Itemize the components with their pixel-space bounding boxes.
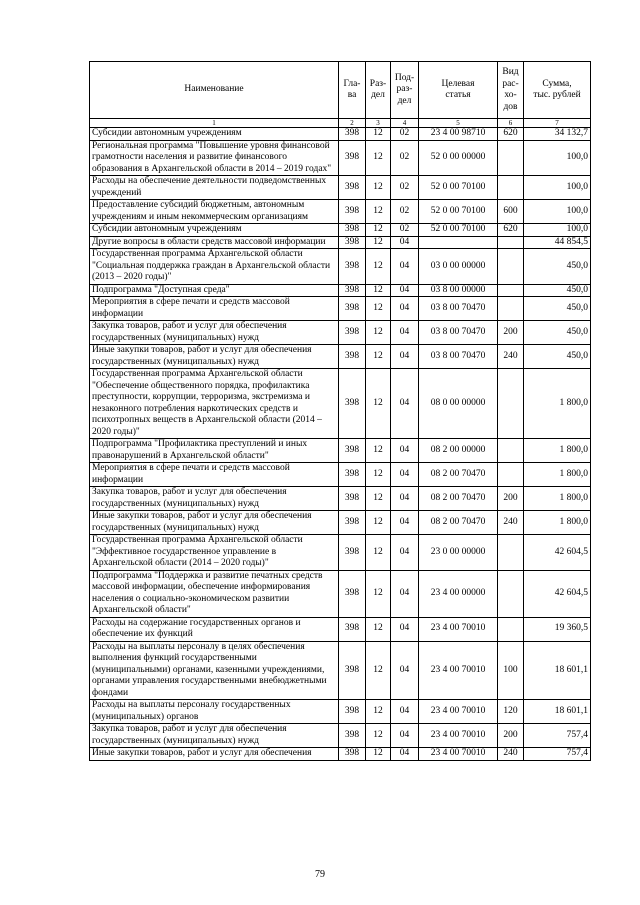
cell-expense-type <box>498 297 524 321</box>
cell-amount: 1 800,0 <box>524 369 591 439</box>
budget-table <box>89 61 591 761</box>
cell-chapter: 398 <box>339 511 366 535</box>
cell-section: 12 <box>366 321 391 345</box>
cell-section: 12 <box>366 249 391 285</box>
cell-expense-type: 240 <box>498 748 524 761</box>
cell-expense-type: 620 <box>498 128 524 141</box>
cell-chapter: 398 <box>339 176 366 200</box>
cell-subsection: 04 <box>391 439 419 463</box>
cell-subsection: 04 <box>391 321 419 345</box>
cell-target: 23 4 00 70010 <box>419 700 498 724</box>
cell-target: 03 8 00 70470 <box>419 321 498 345</box>
cell-subsection: 04 <box>391 297 419 321</box>
table-row <box>90 369 591 439</box>
cell-expense-type: 200 <box>498 487 524 511</box>
cell-subsection: 04 <box>391 284 419 297</box>
cell-name: Подпрограмма "Поддержка и развитие печатных средств массовой информации, обеспечение информирования населения о социально-экономическом развитии Архангельской области" <box>90 570 339 617</box>
table-row <box>90 748 591 761</box>
cell-expense-type: 120 <box>498 700 524 724</box>
cell-target: 03 8 00 70470 <box>419 297 498 321</box>
cell-section: 12 <box>366 345 391 369</box>
table-row <box>90 641 591 700</box>
table-row <box>90 463 591 487</box>
cell-amount: 450,0 <box>524 345 591 369</box>
cell-amount: 19 360,5 <box>524 617 591 641</box>
cell-amount: 1 800,0 <box>524 511 591 535</box>
cell-target: 23 4 00 70010 <box>419 641 498 700</box>
cell-expense-type <box>498 249 524 285</box>
cell-chapter: 398 <box>339 700 366 724</box>
cell-subsection: 02 <box>391 140 419 176</box>
column-number: 2 <box>339 119 366 128</box>
cell-name: Государственная программа Архангельской области "Эффективное государственное управление в Архангельской области (2014 – 2020 годы)" <box>90 535 339 571</box>
cell-amount: 757,4 <box>524 748 591 761</box>
cell-expense-type <box>498 140 524 176</box>
cell-expense-type <box>498 463 524 487</box>
table-row <box>90 535 591 571</box>
cell-chapter: 398 <box>339 439 366 463</box>
cell-subsection: 04 <box>391 535 419 571</box>
cell-section: 12 <box>366 140 391 176</box>
header-name: Наименование <box>90 62 339 119</box>
cell-subsection: 04 <box>391 617 419 641</box>
cell-subsection: 04 <box>391 511 419 535</box>
cell-chapter: 398 <box>339 487 366 511</box>
cell-amount: 757,4 <box>524 724 591 748</box>
cell-chapter: 398 <box>339 369 366 439</box>
cell-amount: 18 601,1 <box>524 700 591 724</box>
cell-name: Государственная программа Архангельской области "Социальная поддержка граждан в Архангельской области (2013 – 2020 годы)" <box>90 249 339 285</box>
cell-expense-type <box>498 284 524 297</box>
table-row <box>90 200 591 224</box>
table-row <box>90 224 591 237</box>
cell-section: 12 <box>366 176 391 200</box>
cell-target: 03 8 00 00000 <box>419 284 498 297</box>
cell-name: Иные закупки товаров, работ и услуг для обеспечения <box>90 748 339 761</box>
cell-expense-type <box>498 176 524 200</box>
cell-expense-type <box>498 439 524 463</box>
table-row <box>90 511 591 535</box>
cell-subsection: 04 <box>391 570 419 617</box>
table-row <box>90 700 591 724</box>
cell-expense-type: 240 <box>498 511 524 535</box>
cell-amount: 450,0 <box>524 284 591 297</box>
cell-chapter: 398 <box>339 641 366 700</box>
cell-name: Иные закупки товаров, работ и услуг для обеспечения государственных (муниципальных) нужд <box>90 511 339 535</box>
header-chapter: Гла- ва <box>339 62 366 119</box>
cell-expense-type: 240 <box>498 345 524 369</box>
cell-subsection: 02 <box>391 224 419 237</box>
cell-target: 08 2 00 00000 <box>419 439 498 463</box>
cell-section: 12 <box>366 700 391 724</box>
cell-section: 12 <box>366 284 391 297</box>
cell-target: 23 4 00 98710 <box>419 128 498 141</box>
cell-subsection: 04 <box>391 369 419 439</box>
cell-name: Расходы на содержание государственных органов и обеспечение их функций <box>90 617 339 641</box>
cell-section: 12 <box>366 200 391 224</box>
cell-amount: 44 854,5 <box>524 236 591 249</box>
cell-chapter: 398 <box>339 321 366 345</box>
cell-subsection: 04 <box>391 249 419 285</box>
cell-expense-type <box>498 570 524 617</box>
cell-amount: 100,0 <box>524 224 591 237</box>
cell-target: 23 4 00 70010 <box>419 748 498 761</box>
table-row <box>90 249 591 285</box>
cell-subsection: 04 <box>391 463 419 487</box>
cell-section: 12 <box>366 236 391 249</box>
cell-name: Государственная программа Архангельской области "Обеспечение общественного порядка, профилактика преступности, коррупции, терроризма, экстремизма и незаконного потребления наркотических средств и психотропных веществ в Архангельской области (2014 – 2020 годы)" <box>90 369 339 439</box>
cell-chapter: 398 <box>339 128 366 141</box>
cell-chapter: 398 <box>339 249 366 285</box>
cell-name: Мероприятия в сфере печати и средств массовой информации <box>90 297 339 321</box>
cell-chapter: 398 <box>339 297 366 321</box>
cell-name: Подпрограмма "Профилактика преступлений и иных правонарушений в Архангельской области" <box>90 439 339 463</box>
column-number-row <box>90 119 591 128</box>
cell-amount: 100,0 <box>524 200 591 224</box>
cell-name: Расходы на выплаты персоналу государственных (муниципальных) органов <box>90 700 339 724</box>
cell-section: 12 <box>366 617 391 641</box>
cell-chapter: 398 <box>339 535 366 571</box>
header-subsection: Под- раз- дел <box>391 62 419 119</box>
cell-subsection: 02 <box>391 200 419 224</box>
cell-amount: 450,0 <box>524 297 591 321</box>
table-row <box>90 345 591 369</box>
cell-chapter: 398 <box>339 224 366 237</box>
cell-section: 12 <box>366 439 391 463</box>
cell-target: 52 0 00 70100 <box>419 224 498 237</box>
cell-name: Закупка товаров, работ и услуг для обеспечения государственных (муниципальных) нужд <box>90 724 339 748</box>
cell-expense-type <box>498 617 524 641</box>
page-number: 79 <box>315 869 325 880</box>
cell-target: 52 0 00 70100 <box>419 200 498 224</box>
cell-target: 08 2 00 70470 <box>419 487 498 511</box>
cell-name: Закупка товаров, работ и услуг для обеспечения государственных (муниципальных) нужд <box>90 487 339 511</box>
cell-target: 52 0 00 00000 <box>419 140 498 176</box>
table-row <box>90 284 591 297</box>
cell-section: 12 <box>366 641 391 700</box>
table-row <box>90 487 591 511</box>
table-row <box>90 724 591 748</box>
cell-expense-type <box>498 535 524 571</box>
cell-section: 12 <box>366 297 391 321</box>
table-row <box>90 439 591 463</box>
table-row <box>90 617 591 641</box>
cell-chapter: 398 <box>339 570 366 617</box>
cell-chapter: 398 <box>339 617 366 641</box>
cell-target <box>419 236 498 249</box>
cell-chapter: 398 <box>339 284 366 297</box>
cell-amount: 100,0 <box>524 140 591 176</box>
cell-target: 23 0 00 00000 <box>419 535 498 571</box>
cell-subsection: 02 <box>391 176 419 200</box>
cell-amount: 42 604,5 <box>524 535 591 571</box>
cell-amount: 450,0 <box>524 249 591 285</box>
cell-name: Предоставление субсидий бюджетным, автономным учреждениям и иным некоммерческим организациям <box>90 200 339 224</box>
column-number: 1 <box>90 119 339 128</box>
cell-target: 23 4 00 00000 <box>419 570 498 617</box>
cell-chapter: 398 <box>339 200 366 224</box>
column-number: 7 <box>524 119 591 128</box>
cell-target: 03 8 00 70470 <box>419 345 498 369</box>
cell-section: 12 <box>366 535 391 571</box>
cell-amount: 1 800,0 <box>524 487 591 511</box>
cell-subsection: 04 <box>391 236 419 249</box>
cell-chapter: 398 <box>339 724 366 748</box>
cell-target: 23 4 00 70010 <box>419 617 498 641</box>
cell-section: 12 <box>366 224 391 237</box>
header-expense-type: Вид рас- хо- дов <box>498 62 524 119</box>
cell-subsection: 04 <box>391 487 419 511</box>
cell-subsection: 04 <box>391 641 419 700</box>
cell-name: Расходы на обеспечение деятельности подведомственных учреждений <box>90 176 339 200</box>
cell-section: 12 <box>366 487 391 511</box>
cell-expense-type: 200 <box>498 321 524 345</box>
table-row <box>90 570 591 617</box>
table-row <box>90 140 591 176</box>
cell-section: 12 <box>366 748 391 761</box>
cell-section: 12 <box>366 570 391 617</box>
cell-name: Мероприятия в сфере печати и средств массовой информации <box>90 463 339 487</box>
cell-chapter: 398 <box>339 345 366 369</box>
column-number: 5 <box>419 119 498 128</box>
cell-target: 08 2 00 70470 <box>419 463 498 487</box>
table-row <box>90 236 591 249</box>
cell-amount: 18 601,1 <box>524 641 591 700</box>
header-section: Раз- дел <box>366 62 391 119</box>
table-row <box>90 176 591 200</box>
cell-section: 12 <box>366 511 391 535</box>
cell-chapter: 398 <box>339 463 366 487</box>
cell-name: Региональная программа "Повышение уровня финансовой грамотности населения и развитие финансового образования в Архангельской области в 2014 – 2019 годах" <box>90 140 339 176</box>
cell-name: Субсидии автономным учреждениям <box>90 128 339 141</box>
table-header <box>90 62 591 128</box>
cell-amount: 34 132,7 <box>524 128 591 141</box>
header-amount: Сумма, тыс. рублей <box>524 62 591 119</box>
cell-section: 12 <box>366 128 391 141</box>
cell-name: Субсидии автономным учреждениям <box>90 224 339 237</box>
cell-section: 12 <box>366 463 391 487</box>
cell-name: Другие вопросы в области средств массовой информации <box>90 236 339 249</box>
table-body <box>90 128 591 761</box>
cell-target: 23 4 00 70010 <box>419 724 498 748</box>
cell-amount: 1 800,0 <box>524 463 591 487</box>
cell-expense-type <box>498 236 524 249</box>
cell-name: Подпрограмма "Доступная среда" <box>90 284 339 297</box>
cell-chapter: 398 <box>339 748 366 761</box>
cell-expense-type: 200 <box>498 724 524 748</box>
cell-subsection: 04 <box>391 345 419 369</box>
cell-subsection: 04 <box>391 748 419 761</box>
cell-amount: 42 604,5 <box>524 570 591 617</box>
column-number: 3 <box>366 119 391 128</box>
header-target: Целевая статья <box>419 62 498 119</box>
table-row <box>90 297 591 321</box>
cell-target: 08 0 00 00000 <box>419 369 498 439</box>
cell-amount: 100,0 <box>524 176 591 200</box>
cell-chapter: 398 <box>339 236 366 249</box>
cell-target: 03 0 00 00000 <box>419 249 498 285</box>
cell-subsection: 04 <box>391 700 419 724</box>
cell-chapter: 398 <box>339 140 366 176</box>
table-row <box>90 128 591 141</box>
cell-subsection: 04 <box>391 724 419 748</box>
cell-expense-type <box>498 369 524 439</box>
cell-amount: 1 800,0 <box>524 439 591 463</box>
cell-section: 12 <box>366 369 391 439</box>
cell-section: 12 <box>366 724 391 748</box>
column-number: 6 <box>498 119 524 128</box>
table-row <box>90 321 591 345</box>
cell-expense-type: 100 <box>498 641 524 700</box>
cell-expense-type: 620 <box>498 224 524 237</box>
column-number: 4 <box>391 119 419 128</box>
cell-name: Закупка товаров, работ и услуг для обеспечения государственных (муниципальных) нужд <box>90 321 339 345</box>
cell-target: 52 0 00 70100 <box>419 176 498 200</box>
cell-name: Расходы на выплаты персоналу в целях обеспечения выполнения функций государственными (муниципальными) органами, казенными учреждениями, органами управления государственными внебюджетными фондами <box>90 641 339 700</box>
cell-subsection: 02 <box>391 128 419 141</box>
cell-amount: 450,0 <box>524 321 591 345</box>
cell-name: Иные закупки товаров, работ и услуг для обеспечения государственных (муниципальных) нужд <box>90 345 339 369</box>
cell-target: 08 2 00 70470 <box>419 511 498 535</box>
cell-expense-type: 600 <box>498 200 524 224</box>
